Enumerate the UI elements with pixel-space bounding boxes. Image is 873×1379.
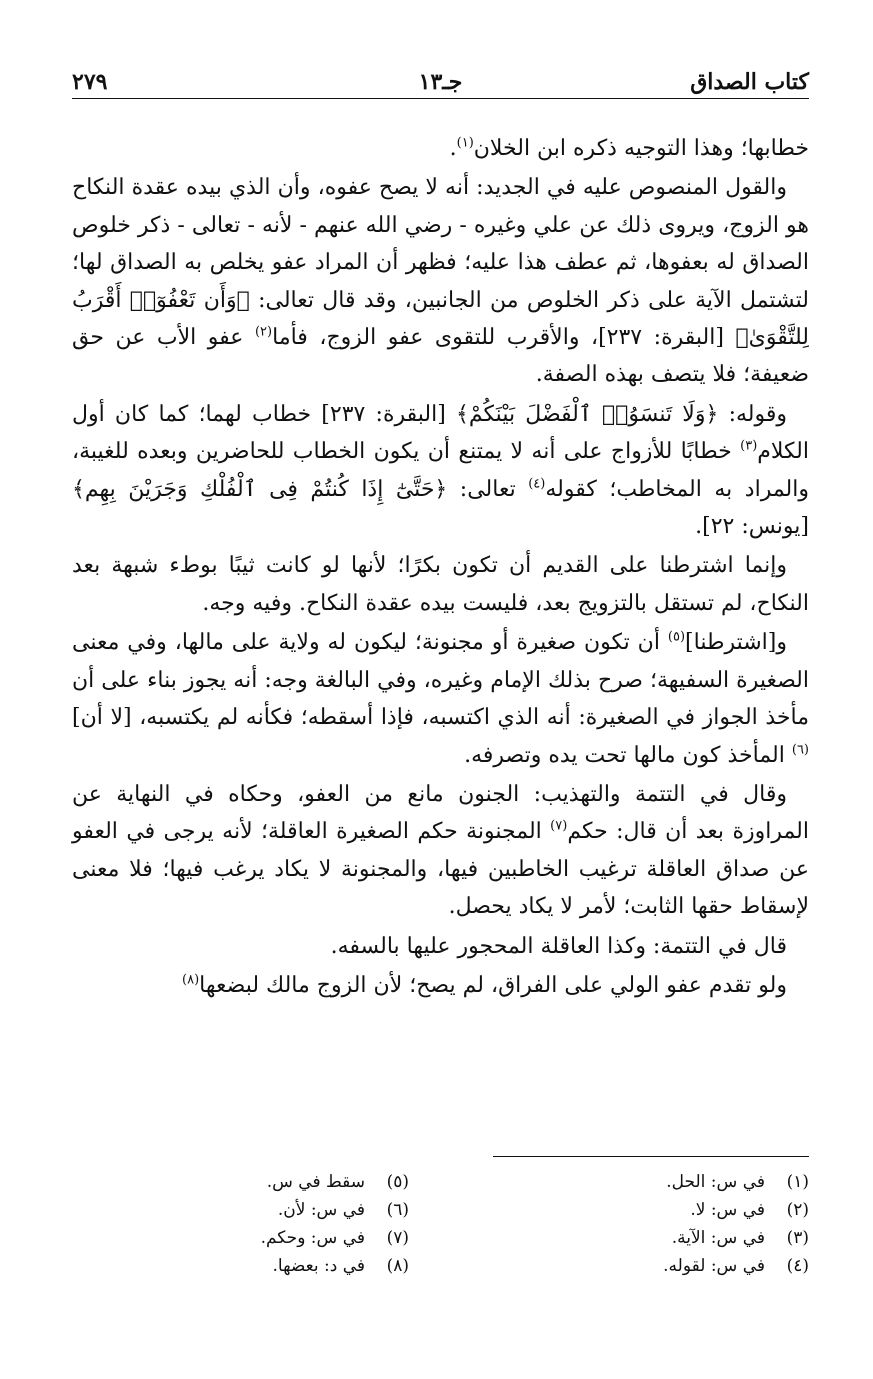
footnote-marker[interactable]: (٨): [182, 972, 200, 988]
page-header: [72, 62, 809, 99]
footnote-column-right: [437, 1168, 809, 1280]
book-title: كتاب الصداق: [690, 69, 809, 95]
footnote-marker[interactable]: (٦): [791, 742, 809, 758]
footnote-divider: [493, 1156, 809, 1157]
paragraph: وقال في التتمة والتهذيب: الجنون مانع من العفو، وحكاه في النهاية عن المراوزة بعد أن قال: حكم$^{(٧)}$ المجنونة حكم الصغيرة العاقلة؛ لأنه يرجى في العفو عن صداق العاقلة ترغيب الخاطبين فيها، والمجنونة لا يكاد يرغب فيها؛ فلا معنى لإسقاط حقها الثابت؛ لأمر لا يكاد يحصل.: [72, 781, 809, 920]
footnote-marker[interactable]: (٢): [254, 324, 273, 340]
volume-label: جـ١٣: [418, 69, 463, 95]
footnote: (٧)في س: وحكم.: [260, 1228, 409, 1248]
footnote: (٦)في س: لأن.: [277, 1200, 409, 1220]
paragraph: والقول المنصوص عليه في الجديد: أنه لا يصح عفوه، وأن الذي بيده عقدة النكاح هو الزوج، ويروى ذلك عن علي وغيره - رضي الله عنهم - لأنه - تعالى - ذكر خلوص الصداق له بعفوها، ثم عطف هذا عليه؛ فظهر أن المراد عفو يخلص به الصداق لها؛ لتشتمل الآية على ذكر الخلوص من الجانبين، وقد قال تعالى: ﴿وَأَن تَعْفُوٓا۟ أَقْرَبُ لِلتَّقْوَىٰ﴾ [البقرة: ٢٣٧]، والأقرب للتقوى عفو الزوج، فأما$^{(٢)}$ عفو الأب عن حق ضعيفة؛ فلا يتصف بهذه الصفة.: [72, 175, 809, 388]
footnote: (١)في س: الحل.: [666, 1172, 809, 1192]
footnote: (٣)في س: الآية.: [671, 1228, 809, 1248]
main-text: [72, 130, 809, 1006]
footnote-marker[interactable]: (٥): [667, 629, 686, 645]
footnote: (٥)سقط في س.: [266, 1172, 409, 1192]
footnote-column-left: [37, 1168, 409, 1280]
paragraph: وإنما اشترطنا على القديم أن تكون بكرًا؛ لأنها لو كانت ثيبًا بوطء شبهة بعد النكاح، لم تستقل بالتزويج بعد، فليست بيده عقدة النكاح. وفيه وجه.: [72, 553, 809, 616]
page-number: ٢٧٩: [72, 69, 108, 95]
footnote-marker[interactable]: (١): [456, 135, 474, 151]
footnote-marker[interactable]: (٣): [740, 438, 758, 454]
footnote-marker[interactable]: (٧): [550, 818, 568, 834]
paragraph: و[اشترطنا]$^{(٥)}$ أن تكون صغيرة أو مجنونة؛ ليكون له ولاية على مالها، وفي معنى الصغيرة السفيهة؛ صرح بذلك الإمام وغيره، وفي البالغة وجه: أنه يجوز بناء على أن مأخذ الجواز في الصغيرة: أنه الذي اكتسبه، فإذا أسقطه؛ فكأنه لم يكتسبه، [لا أن]$^{(٦)}$ المأخذ كون مالها تحت يده وتصرفه.: [72, 629, 809, 768]
paragraph: وقوله: ﴿وَلَا تَنسَوُا۟ ٱلْفَضْلَ بَيْنَكُمْ﴾ [البقرة: ٢٣٧] خطاب لهما؛ كما كان أول الكلام$^{(٣)}$ خطابًا للأزواج على أنه لا يمتنع أن يكون الخطاب للحاضرين وبعده للغيبة، والمراد به المخاطب؛ كقوله$^{(٤)}$ تعالى: ﴿حَتَّىٰٓ إِذَا كُنتُمْ فِى ٱلْفُلْكِ وَجَرَيْنَ بِهِم﴾ [يونس: ٢٢].: [72, 401, 809, 540]
footnote: (٨)في د: بعضها.: [272, 1256, 409, 1276]
paragraph: ولو تقدم عفو الولي على الفراق، لم يصح؛ لأن الزوج مالك لبضعها$^{(٨)}$: [182, 972, 787, 998]
footnote-marker[interactable]: (٤): [528, 476, 546, 492]
paragraph: قال في التتمة: وكذا العاقلة المحجور عليها بالسفه.: [330, 933, 787, 959]
footnote: (٤)في س: لقوله.: [663, 1256, 809, 1276]
paragraph: خطابها؛ وهذا التوجيه ذكره ابن الخلان$^{(١)}$.: [449, 135, 809, 161]
footnote: (٢)في س: لا.: [690, 1200, 809, 1220]
